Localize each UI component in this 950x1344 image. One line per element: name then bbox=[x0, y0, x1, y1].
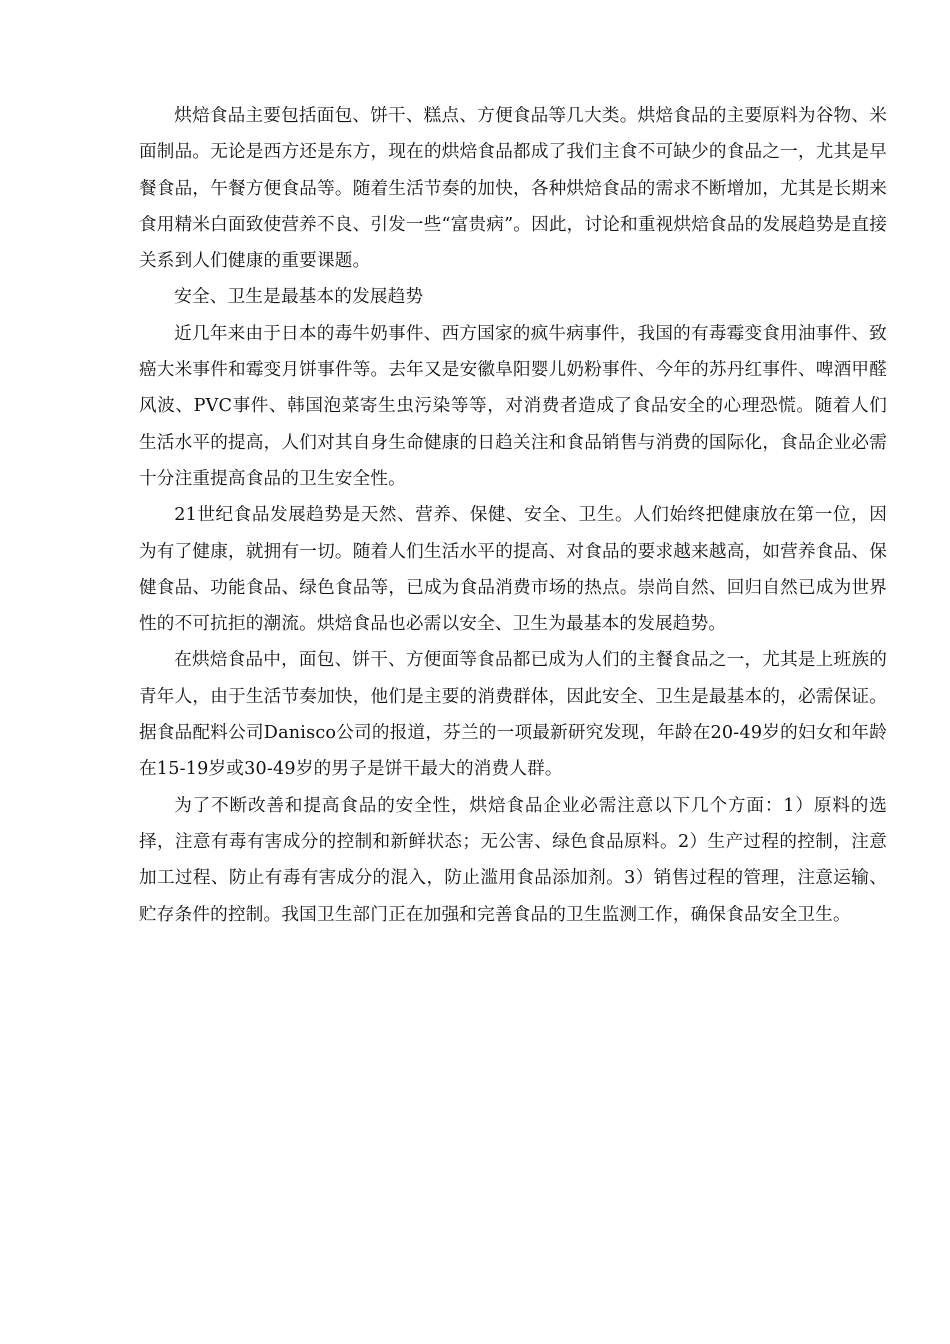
section-heading: 安全、卫生是最基本的发展趋势 bbox=[174, 287, 424, 308]
document-body bbox=[139, 98, 887, 933]
paragraph-21st-century-trends: 21世纪食品发展趋势是天然、营养、保健、安全、卫生。人们始终把健康放在第一位，因为有了健康，就拥有一切。随着人们生活水平的提高、对食品的要求越来越高，如营养食品、保健食品、功能食品、绿色食品等，已成为食品消费市场的热点。崇尚自然、回归自然已成为世界性的不可抗拒的潮流。烘焙食品也必需以安全、卫生为最基本的发展趋势。 bbox=[139, 505, 887, 635]
paragraph-food-safety-incidents: 近几年来由于日本的毒牛奶事件、西方国家的疯牛病事件，我国的有毒霉变食用油事件、致癌大米事件和霉变月饼事件等。去年又是安徽阜阳婴儿奶粉事件、今年的苏丹红事件、啤酒甲醛风波、PVC事件、韩国泡菜寄生虫污染等等，对消费者造成了食品安全的心理恐慌。随着人们生活水平的提高，人们对其自身生命健康的日趋关注和食品销售与消费的国际化，食品企业必需十分注重提高食品的卫生安全性。 bbox=[139, 323, 887, 489]
paragraph-safety-measures: 为了不断改善和提高食品的安全性，烘焙食品企业必需注意以下几个方面：1）原料的选择，注意有毒有害成分的控制和新鲜状态；无公害、绿色食品原料。2）生产过程的控制，注意加工过程、防止有毒有害成分的混入，防止滥用食品添加剂。3）销售过程的管理，注意运输、贮存条件的控制。我国卫生部门正在加强和完善食品的卫生监测工作，确保食品安全卫生。 bbox=[139, 795, 887, 925]
paragraph-consumers: 在烘焙食品中，面包、饼干、方便面等食品都已成为人们的主餐食品之一，尤其是上班族的青年人，由于生活节奏加快，他们是主要的消费群体，因此安全、卫生是最基本的，必需保证。据食品配料公司Danisco公司的报道，芬兰的一项最新研究发现，年龄在20-49岁的妇女和年龄在15-19岁或30-49岁的男子是饼干最大的消费人群。 bbox=[139, 650, 887, 780]
paragraph-intro: 烘焙食品主要包括面包、饼干、糕点、方便食品等几大类。烘焙食品的主要原料为谷物、米面制品。无论是西方还是东方，现在的烘焙食品都成了我们主食不可缺少的食品之一，尤其是早餐食品，午餐方便食品等。随着生活节奏的加快，各种烘焙食品的需求不断增加，尤其是长期来食用精米白面致使营养不良、引发一些“富贵病”。因此，讨论和重视烘焙食品的发展趋势是直接关系到人们健康的重要课题。 bbox=[139, 106, 887, 272]
